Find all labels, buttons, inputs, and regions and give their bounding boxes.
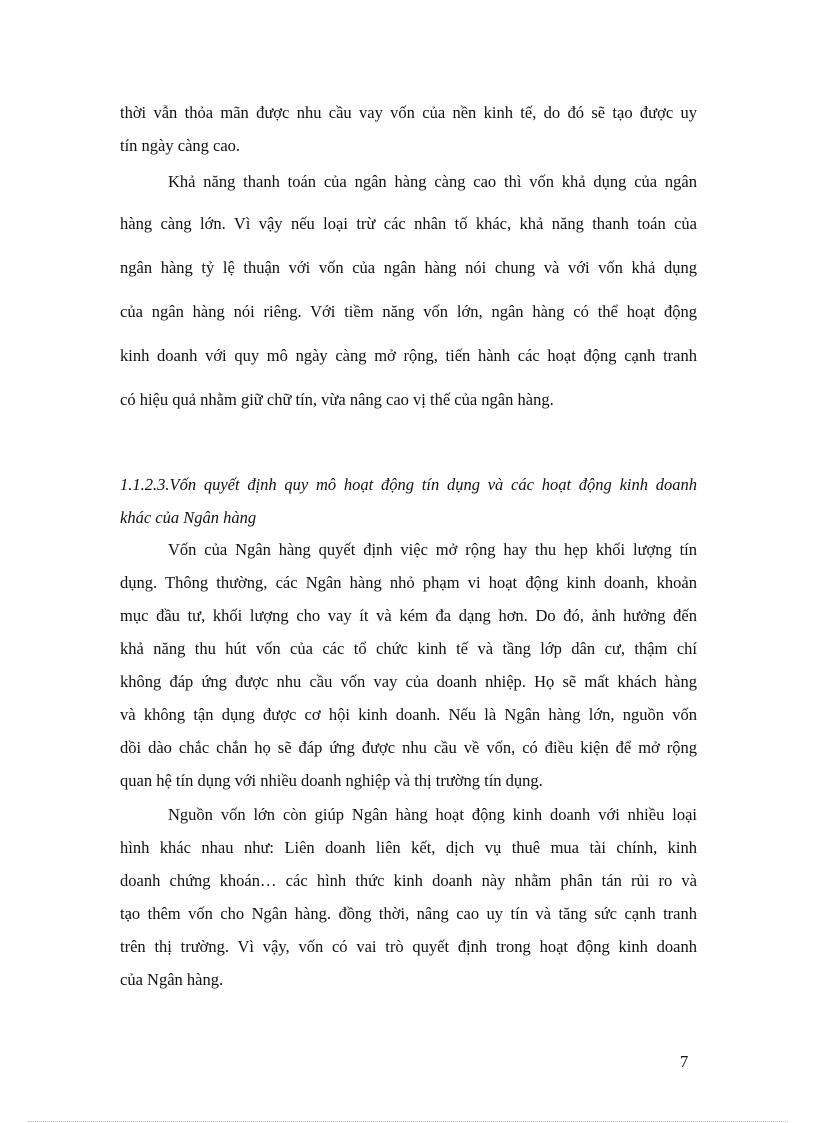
paragraph-2-line-1: Khả năng thanh toán của ngân hàng càng cao thì vốn khả dụng của ngân bbox=[168, 172, 697, 191]
paragraph-2-line-3: ngân hàng tỷ lệ thuận với vốn của ngân hàng nói chung và với vốn khả dụng bbox=[120, 258, 697, 277]
paragraph-4-line-3: doanh chứng khoán… các hình thức kinh doanh này nhằm phân tán rủi ro và bbox=[120, 871, 697, 890]
paragraph-3-line-4: khả năng thu hút vốn của các tổ chức kinh tế và tầng lớp dân cư, thậm chí bbox=[120, 639, 697, 658]
paragraph-2-line-5: kinh doanh với quy mô ngày càng mở rộng, tiến hành các hoạt động cạnh tranh bbox=[120, 346, 697, 365]
paragraph-4-line-1: Nguồn vốn lớn còn giúp Ngân hàng hoạt động kinh doanh với nhiều loại bbox=[168, 805, 697, 824]
paragraph-4-line-5: trên thị trường. Vì vậy, vốn có vai trò quyết định trong hoạt động kinh doanh bbox=[120, 937, 697, 956]
paragraph-4-line-2: hình khác nhau như: Liên doanh liên kết, dịch vụ thuê mua tài chính, kinh bbox=[120, 838, 697, 857]
paragraph-3-line-8: quan hệ tín dụng với nhiều doanh nghiệp và thị trường tín dụng. bbox=[120, 771, 543, 790]
paragraph-3-line-3: mục đầu tư, khối lượng cho vay ít và kém đa dạng hơn. Do đó, ảnh hưởng đến bbox=[120, 606, 697, 625]
paragraph-4-line-4: tạo thêm vốn cho Ngân hàng. đồng thời, nâng cao uy tín và tăng sức cạnh tranh bbox=[120, 904, 697, 923]
paragraph-3-line-5: không đáp ứng được nhu cầu vốn vay của doanh nhiệp. Họ sẽ mất khách hàng bbox=[120, 672, 697, 691]
paragraph-3-line-7: dồi dào chắc chắn họ sẽ đáp ứng được nhu cầu về vốn, có điều kiện để mở rộng bbox=[120, 738, 697, 757]
paragraph-1-line-2: tín ngày càng cao. bbox=[120, 136, 241, 155]
section-heading-line-1: 1.1.2.3.Vốn quyết định quy mô hoạt động tín dụng và các hoạt động kinh doanh bbox=[120, 475, 697, 494]
paragraph-2-line-4: của ngân hàng nói riêng. Với tiềm năng vốn lớn, ngân hàng có thể hoạt động bbox=[120, 302, 697, 321]
paragraph-3-line-1: Vốn của Ngân hàng quyết định việc mở rộng hay thu hẹp khối lượng tín bbox=[168, 540, 697, 559]
section-heading-line-2: khác của Ngân hàng bbox=[120, 508, 257, 527]
paragraph-1-line-1: thời vẫn thỏa mãn được nhu cầu vay vốn của nền kinh tế, do đó sẽ tạo được uy bbox=[120, 103, 697, 122]
paragraph-2-line-2: hàng càng lớn. Vì vậy nếu loại trừ các nhân tố khác, khả năng thanh toán của bbox=[120, 214, 697, 233]
paragraph-2-line-6: có hiệu quả nhằm giữ chữ tín, vừa nâng cao vị thế của ngân hàng. bbox=[120, 390, 554, 409]
page-bottom-divider bbox=[28, 1121, 788, 1122]
paragraph-4-line-6: của Ngân hàng. bbox=[120, 970, 224, 989]
page-number: 7 bbox=[680, 1052, 689, 1071]
paragraph-3-line-6: và không tận dụng được cơ hội kinh doanh. Nếu là Ngân hàng lớn, nguồn vốn bbox=[120, 705, 697, 724]
paragraph-3-line-2: dụng. Thông thường, các Ngân hàng nhỏ phạm vi hoạt động kinh doanh, khoản bbox=[120, 573, 697, 592]
